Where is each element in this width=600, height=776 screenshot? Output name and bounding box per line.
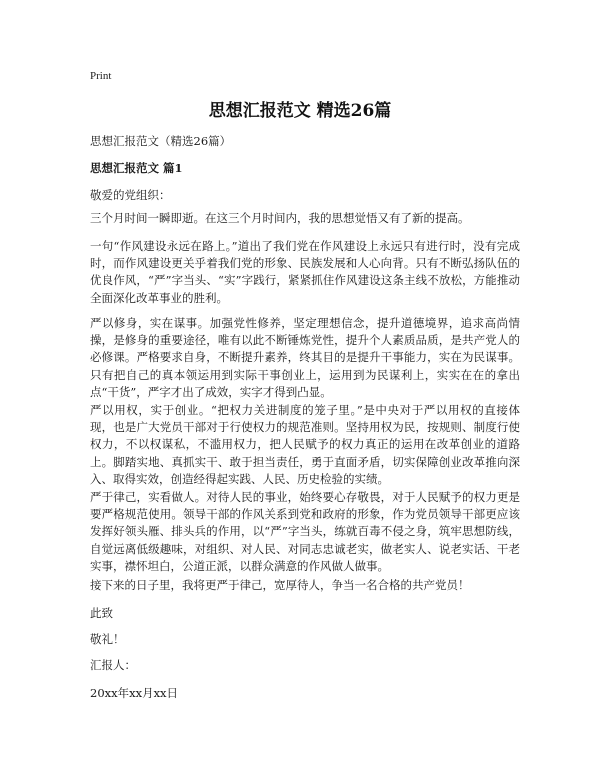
salutation: 敬爱的党组织： xyxy=(90,188,171,202)
paragraph: 接下来的日子里，我将更严于律己，宽厚待人，争当一名合格的共产党员！ xyxy=(90,578,470,592)
paragraph: 一句“作风建设永远在路上。”道出了我们党在作风建设上永远只有进行时，没有完成时，而作风建设更关乎着我们党的形象、民族发展和人心向背。只有不断弘扬队伍的优良作风，“严”字当头、“实”字践行，紧紧抓住作风建设这条主线不放松，方能推动全面深化改革事业的胜利。 xyxy=(90,239,520,305)
closing-ci-zhi: 此致 xyxy=(90,606,113,620)
report-date: 20xx年xx月xx日 xyxy=(90,686,179,700)
section-heading: 思想汇报范文 篇1 xyxy=(90,161,183,175)
paragraph: 严于律己，实看做人。对待人民的事业，始终要心存敬畏，对于人民赋予的权力更是要严格规范使用。领导干部的作风关系到党和政府的形象，作为党员领导干部更应该发挥好领头雁、排头兵的作用，以“严”字当头，练就百毒不侵之身，筑牢思想防线，自觉远离低级趣味，对组织、对人民、对同志忠诚老实，做老实人、说老实话、干老实事，襟怀坦白，公道正派，以群众满意的作风做人做事。 xyxy=(90,490,520,573)
paragraph: 严以修身，实在谋事。加强党性修养，坚定理想信念，提升道德境界，追求高尚情操，是修身的重要途径，唯有以此不断锤炼党性，提升个人素质品质，是共产党人的必修课。严格要求自身，不断提升素养，终其目的是提升干事能力，实在为民谋事。只有把自己的真本领运用到实际干事创业上，运用到为民谋利上，实实在在的拿出点“干货”，严字才出了成效，实字才得到凸显。 xyxy=(90,316,520,399)
print-link[interactable]: Print xyxy=(90,70,112,82)
reporter-label: 汇报人： xyxy=(90,658,136,672)
page-title: 思想汇报范文 精选26篇 xyxy=(208,101,392,121)
paragraph: 三个月时间一瞬即逝。在这三个月时间内，我的思想觉悟又有了新的提高。 xyxy=(90,211,470,225)
paragraph: 严以用权，实于创业。“把权力关进制度的笼子里。”是中央对于严以用权的直接体现，也是广大党员干部对于行使权力的规范准则。坚持用权为民，按规则、制度行使权力，不以权谋私，不滥用权力，把人民赋予的权力真正的运用在改革创业的道路上。脚踏实地、真抓实干、敢于担当责任，勇于直面矛盾，切实保障创业改革推向深入、取得实效，创造经得起实践、人民、历史检验的实绩。 xyxy=(90,403,520,486)
document-subtitle: 思想汇报范文（精选26篇） xyxy=(90,134,232,148)
closing-jing-li: 敬礼！ xyxy=(90,632,125,646)
